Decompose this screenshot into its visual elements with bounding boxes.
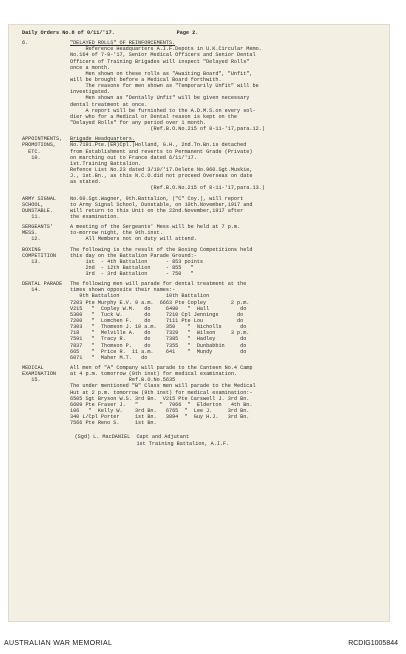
header-page: Page 2. (176, 30, 199, 36)
footer-archive-name: AUSTRALIAN WAR MEMORIAL (4, 640, 113, 647)
section-label-line: DUNSTABLE. (22, 207, 53, 214)
order-section (22, 40, 388, 132)
section-text-line: "Delayed Rolls" for any period over 1 month. (70, 119, 207, 126)
section-text-line: No.164 of 7-9-'17, Senior Medical Officers and Senior Dental (70, 52, 256, 59)
section-body (70, 196, 388, 221)
section-text-line: Officers of Training Brigades will inspect "Delayed Rolls" (70, 58, 250, 65)
section-label (22, 40, 70, 132)
section-text-line: 2nd - 12th Battalion - 855 " (70, 264, 194, 271)
section-label-line: 6. (22, 40, 29, 47)
section-text-line: will return to this Unit on the 22nd.November,1917 after (70, 207, 244, 214)
section-text-line: Reference Headquarters A.I.F.Depots in U.K.Circular Memo. (70, 46, 262, 53)
section-text-line: 106 " Kelly W. 3rd Bn. 6765 " Lee J. 3rd Bn. (70, 408, 250, 415)
section-label-line: BOXING (22, 246, 41, 253)
section-label (22, 224, 70, 242)
section-text-line: Ref.B.O.No.5635 (70, 377, 176, 384)
order-section (22, 365, 388, 426)
section-text-line: dental treatment at once. (70, 101, 148, 108)
section-text-line: Men shown as "Dentally Unfit" will be given necessary (70, 95, 250, 102)
section-text-line: 1st - 4th Battalion - 853 points (70, 258, 203, 265)
section-text-line: 7200 " Lomchen F. do 7111 Pte Lou do (70, 318, 244, 325)
archive-footer (0, 636, 406, 654)
section-label-line: SCHOOL, (22, 201, 44, 208)
section-text-line: to-morrow night, the 9th.inst. (70, 230, 163, 237)
section-label-line: MEDICAL (22, 365, 44, 372)
sections-container (22, 40, 388, 430)
section-label (22, 281, 70, 361)
section-text-line: Refence List No.23 dated 3/10/'17.Delete No.960.Sgt.Muskie, (70, 166, 253, 173)
signature-unit: 1st Training Battalion, A.I.F. (136, 440, 230, 447)
section-text-line: on marching out to France dated 6/11/'17. (70, 154, 197, 161)
section-body (70, 40, 388, 132)
section-label-line: 10. (22, 154, 41, 161)
section-label-line: MESS. (22, 230, 38, 237)
order-section (22, 196, 388, 221)
section-text-line: The following men will parade for dental treatment at the (70, 281, 247, 288)
section-label-line: 14. (22, 287, 41, 294)
section-label-line: ETC. (22, 148, 41, 155)
section-label (22, 196, 70, 221)
section-text-line: 1st.Training Battalion. (70, 160, 142, 167)
section-heading: Brigade Headquarters. (70, 136, 135, 143)
section-text-line: 6071 " Maher M.T. do (70, 354, 148, 361)
section-text-line: from Establishment and reverts to Permanent Grade (Private) (70, 148, 253, 155)
section-text-line: (Ref.B.O.No.215 of 8-11-'17,para.12.) (70, 126, 265, 133)
section-label-line: 15. (22, 377, 41, 384)
section-text-line: V215 " Copley W.M. do 6490 " Hall do (70, 305, 247, 312)
section-text-line: 7591 " Tracy R. do 7385 " Hadley do (70, 336, 247, 343)
order-section (22, 136, 388, 191)
section-text-line: 6505 Sgt Bryson W.S. 3rd Bn. V215 Pte Carswell J. 3rd Bn. (70, 395, 250, 402)
section-text-line: 340 L/Cpl Porter 1st Bn. 3894 " Guy H.J. 3rd Bn. (70, 414, 250, 421)
section-label (22, 247, 70, 278)
section-text-line: No.7191.Pte.(ER)Cpl.)Holland, G.H., 2nd.Tn.Bn.is detached (70, 142, 247, 149)
section-text-line: dier who for a Medical or Dental reason is kept on the (70, 113, 238, 120)
signature-name: (Sgd) L. MacDANIEL Capt and Adjutant (74, 434, 190, 441)
section-text-line: as stated. (70, 179, 101, 186)
section-label-line: 13. (22, 258, 41, 265)
section-label (22, 365, 70, 426)
section-text-line: 7203 Pte Murphy E.V. 9 a.m. 6663 Pte Copley 2 p.m. (70, 299, 250, 306)
section-label-line: PROMOTIONS, (22, 142, 57, 149)
section-text-line: A meeting of the Sergeants' Mess will be held at 7 p.m. (70, 224, 241, 231)
section-text-line: The reasons for men shown as "Temporarily Unfit" will be (70, 83, 259, 90)
section-label-line: APPOINTMENTS, (22, 136, 63, 143)
section-text-line: to Army Signal School, Dunstable, on 10th.November,1917 and (70, 201, 253, 208)
section-text-line: J., 1st.Bn., as this N.C.O.did not proceed Overseas on date (70, 173, 253, 180)
section-body (70, 281, 388, 361)
section-text-line: 718 " Melville A. do 7329 " Wilson 3 p.m. (70, 330, 250, 337)
section-text-line: 7837 " Thomson P. do 7355 " Dunbabbin do (70, 342, 247, 349)
section-text-line: the examination. (70, 213, 120, 220)
order-section (22, 247, 388, 278)
section-heading: "DELAYED ROLLS" OF REINFORCEMENTS. (70, 40, 176, 47)
document-body (22, 30, 388, 447)
section-label-line: SERGEANTS' (22, 224, 53, 231)
section-label-line: COMPETITION (22, 252, 57, 259)
section-text-line: A report will be furnished to the A.D.M.S.on every sol- (70, 107, 256, 114)
section-text-line: 665 " Price R. 11 a.m. 641 " Mundy do (70, 348, 247, 355)
section-text-line: (Ref.B.O.No.215 of 8-11-'17,para.13.) (70, 185, 265, 192)
section-text-line: once a month. (70, 64, 111, 71)
section-text-line: 5300 " Tuck W. do 7210 Cpl Jennings do (70, 311, 244, 318)
section-text-line: All men of "A" Company will parade to the Canteen No.4 Camp (70, 365, 253, 372)
section-text-line: 3rd - 3rd Battalion - 750 " (70, 271, 194, 278)
section-label-line: DENTAL PARADE (22, 281, 63, 288)
section-text-line: at 4 p.m. tomorrow (9th inst) for medical examination. (70, 371, 238, 378)
section-body (70, 224, 388, 242)
section-text-line: times shown opposite their names:- (70, 287, 176, 294)
section-label-line: 11. (22, 213, 41, 220)
section-text-line: 7566 Pte Reno S. 1st Bn. (70, 420, 157, 427)
section-body (70, 136, 388, 191)
section-text-line: 6609 Pte Fraser J. " " 7066 " Elderton 4th Bn. (70, 401, 253, 408)
signature-line-2 (22, 441, 388, 447)
section-text-line: 7303 " Thomson J. 10 a.m. 350 " Nicholls do (70, 324, 247, 331)
section-label-line: ARMY SIGNAL (22, 195, 57, 202)
section-label (22, 136, 70, 191)
section-text-line: All Members not on duty will attend. (70, 236, 197, 243)
section-text-line: investigated. (70, 89, 111, 96)
footer-record-id: RCDIG1005844 (348, 640, 398, 647)
section-label-line: 12. (22, 236, 41, 243)
section-text-line: The under mentioned "B" Class men will parade to the Medical (70, 383, 256, 390)
order-section (22, 224, 388, 242)
section-text-line: will be brought before a Medical Board forthwith. (70, 76, 222, 83)
order-section (22, 281, 388, 361)
section-text-line: 9th Battalion 10th Battalion (70, 293, 210, 300)
section-text-line: The following is the result of the Boxing Competitions held (70, 246, 253, 253)
section-label-line: EXAMINATION (22, 371, 57, 378)
header-title: Daily Orders No.8 of 0/11/'17. (22, 30, 115, 36)
section-body (70, 247, 388, 278)
section-text-line: Men shown on these rolls as "Awaiting Board", "Unfit", (70, 70, 253, 77)
section-text-line: Hut at 2 p.m. tomorrow (9th inst) for medical examination:- (70, 389, 253, 396)
section-body (70, 365, 388, 426)
section-text-line: No.60.Sgt.Wagner, 9th.Battalion, ("C" Coy.), will report (70, 195, 244, 202)
section-text-line: this day on the Battalion Parade Ground:- (70, 252, 197, 259)
